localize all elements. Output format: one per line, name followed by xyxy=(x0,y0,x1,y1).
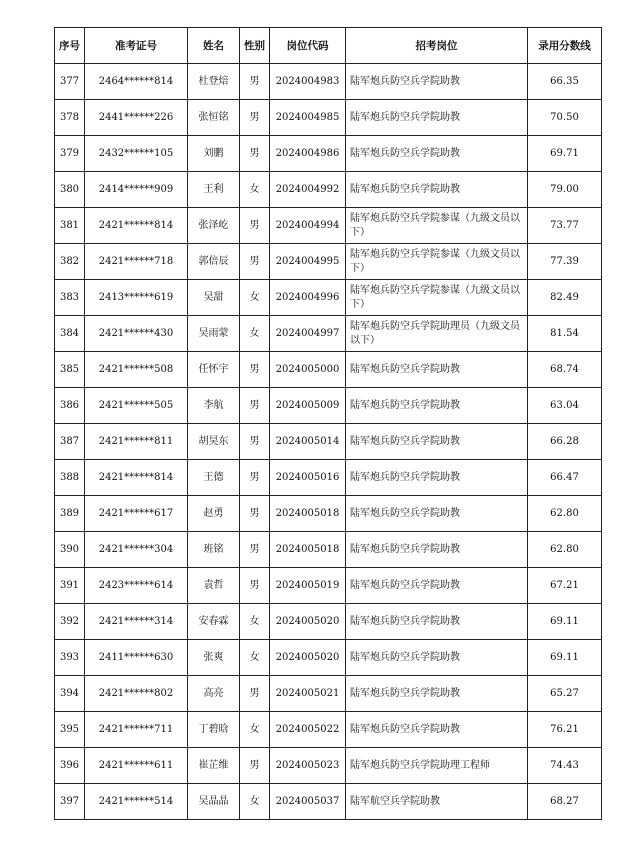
cell-post: 陆军炮兵防空兵学院助教 xyxy=(346,712,528,748)
table-row xyxy=(55,784,602,820)
cell-score: 81.54 xyxy=(528,316,602,352)
cell-post: 陆军炮兵防空兵学院助教 xyxy=(346,676,528,712)
cell-post: 陆军炮兵防空兵学院助理工程师 xyxy=(346,748,528,784)
cell-exam-id: 2464******814 xyxy=(85,64,188,100)
cell-gender: 男 xyxy=(240,676,270,712)
table-row xyxy=(55,388,602,424)
cell-exam-id: 2421******718 xyxy=(85,244,188,280)
cell-exam-id: 2421******811 xyxy=(85,424,188,460)
cell-gender: 女 xyxy=(240,784,270,820)
cell-serial: 382 xyxy=(55,244,85,280)
cell-post: 陆军炮兵防空兵学院助教 xyxy=(346,172,528,208)
table-row xyxy=(55,532,602,568)
table-row xyxy=(55,64,602,100)
cell-serial: 395 xyxy=(55,712,85,748)
cell-exam-id: 2423******614 xyxy=(85,568,188,604)
cell-exam-id: 2421******617 xyxy=(85,496,188,532)
cell-score: 66.28 xyxy=(528,424,602,460)
header-gender: 性别 xyxy=(240,28,270,64)
cell-post-code: 2024004983 xyxy=(270,64,346,100)
cell-name: 袁哲 xyxy=(188,568,240,604)
cell-gender: 男 xyxy=(240,352,270,388)
cell-post-code: 2024005014 xyxy=(270,424,346,460)
cell-gender: 男 xyxy=(240,748,270,784)
cell-serial: 380 xyxy=(55,172,85,208)
cell-serial: 397 xyxy=(55,784,85,820)
cell-serial: 385 xyxy=(55,352,85,388)
cell-name: 王利 xyxy=(188,172,240,208)
cell-gender: 女 xyxy=(240,172,270,208)
cell-post-code: 2024005019 xyxy=(270,568,346,604)
table-row xyxy=(55,676,602,712)
cell-gender: 女 xyxy=(240,316,270,352)
cell-serial: 378 xyxy=(55,100,85,136)
cell-exam-id: 2421******711 xyxy=(85,712,188,748)
cell-post: 陆军炮兵防空兵学院助教 xyxy=(346,460,528,496)
cell-exam-id: 2421******508 xyxy=(85,352,188,388)
table-row xyxy=(55,460,602,496)
cell-name: 吴雨蒙 xyxy=(188,316,240,352)
cell-post-code: 2024005020 xyxy=(270,640,346,676)
cell-score: 67.21 xyxy=(528,568,602,604)
cell-post-code: 2024004995 xyxy=(270,244,346,280)
cell-gender: 男 xyxy=(240,208,270,244)
cell-name: 王德 xyxy=(188,460,240,496)
cell-post: 陆军炮兵防空兵学院助教 xyxy=(346,388,528,424)
cell-exam-id: 2414******909 xyxy=(85,172,188,208)
cell-post-code: 2024005020 xyxy=(270,604,346,640)
cell-serial: 383 xyxy=(55,280,85,316)
cell-score: 65.27 xyxy=(528,676,602,712)
cell-post: 陆军炮兵防空兵学院助教 xyxy=(346,568,528,604)
cell-post-code: 2024004992 xyxy=(270,172,346,208)
cell-post-code: 2024004994 xyxy=(270,208,346,244)
cell-post-code: 2024005022 xyxy=(270,712,346,748)
cell-post: 陆军炮兵防空兵学院助教 xyxy=(346,640,528,676)
cell-name: 高亮 xyxy=(188,676,240,712)
cell-exam-id: 2421******505 xyxy=(85,388,188,424)
cell-name: 丁碧晗 xyxy=(188,712,240,748)
cell-post-code: 2024005018 xyxy=(270,496,346,532)
cell-post-code: 2024005016 xyxy=(270,460,346,496)
cell-gender: 男 xyxy=(240,532,270,568)
cell-post-code: 2024005021 xyxy=(270,676,346,712)
cell-serial: 388 xyxy=(55,460,85,496)
cell-score: 69.11 xyxy=(528,604,602,640)
cell-serial: 392 xyxy=(55,604,85,640)
header-post-code: 岗位代码 xyxy=(270,28,346,64)
cell-gender: 女 xyxy=(240,640,270,676)
cell-post-code: 2024004996 xyxy=(270,280,346,316)
cell-score: 73.77 xyxy=(528,208,602,244)
cell-post-code: 2024005009 xyxy=(270,388,346,424)
cell-exam-id: 2441******226 xyxy=(85,100,188,136)
cell-post: 陆军炮兵防空兵学院助教 xyxy=(346,100,528,136)
cell-serial: 393 xyxy=(55,640,85,676)
cell-post: 陆军炮兵防空兵学院参谋（九级文员以下） xyxy=(346,208,528,244)
cell-score: 68.27 xyxy=(528,784,602,820)
cell-gender: 男 xyxy=(240,100,270,136)
table-row xyxy=(55,568,602,604)
cell-exam-id: 2421******314 xyxy=(85,604,188,640)
cell-exam-id: 2432******105 xyxy=(85,136,188,172)
cell-post-code: 2024005037 xyxy=(270,784,346,820)
cell-serial: 396 xyxy=(55,748,85,784)
cell-serial: 381 xyxy=(55,208,85,244)
cell-name: 杜登焙 xyxy=(188,64,240,100)
cell-exam-id: 2411******630 xyxy=(85,640,188,676)
table-row xyxy=(55,172,602,208)
cell-gender: 男 xyxy=(240,388,270,424)
cell-post-code: 2024005000 xyxy=(270,352,346,388)
cell-exam-id: 2421******814 xyxy=(85,460,188,496)
cell-name: 吴晶晶 xyxy=(188,784,240,820)
cell-post: 陆军炮兵防空兵学院助理员（九级文员以下） xyxy=(346,316,528,352)
cell-name: 吴甜 xyxy=(188,280,240,316)
cell-gender: 男 xyxy=(240,496,270,532)
table-row xyxy=(55,280,602,316)
cell-gender: 男 xyxy=(240,64,270,100)
table-row xyxy=(55,748,602,784)
cell-post-code: 2024005023 xyxy=(270,748,346,784)
cell-gender: 男 xyxy=(240,424,270,460)
cell-score: 69.11 xyxy=(528,640,602,676)
header-score: 录用分数线 xyxy=(528,28,602,64)
cell-score: 63.04 xyxy=(528,388,602,424)
results-table xyxy=(54,27,602,820)
cell-name: 任怀宇 xyxy=(188,352,240,388)
cell-gender: 男 xyxy=(240,244,270,280)
cell-exam-id: 2413******619 xyxy=(85,280,188,316)
header-exam-id: 准考证号 xyxy=(85,28,188,64)
cell-score: 77.39 xyxy=(528,244,602,280)
cell-serial: 377 xyxy=(55,64,85,100)
cell-score: 79.00 xyxy=(528,172,602,208)
cell-post: 陆军炮兵防空兵学院助教 xyxy=(346,604,528,640)
table-row xyxy=(55,136,602,172)
cell-gender: 女 xyxy=(240,712,270,748)
cell-serial: 390 xyxy=(55,532,85,568)
table-row xyxy=(55,424,602,460)
table-row xyxy=(55,496,602,532)
cell-serial: 384 xyxy=(55,316,85,352)
cell-name: 张爽 xyxy=(188,640,240,676)
cell-exam-id: 2421******304 xyxy=(85,532,188,568)
cell-post-code: 2024004986 xyxy=(270,136,346,172)
cell-exam-id: 2421******814 xyxy=(85,208,188,244)
header-row xyxy=(55,28,602,64)
cell-serial: 379 xyxy=(55,136,85,172)
cell-post-code: 2024004997 xyxy=(270,316,346,352)
cell-post: 陆军炮兵防空兵学院助教 xyxy=(346,424,528,460)
table-row xyxy=(55,640,602,676)
cell-gender: 男 xyxy=(240,568,270,604)
cell-gender: 男 xyxy=(240,136,270,172)
cell-post-code: 2024004985 xyxy=(270,100,346,136)
cell-exam-id: 2421******611 xyxy=(85,748,188,784)
cell-serial: 394 xyxy=(55,676,85,712)
cell-post: 陆军炮兵防空兵学院参谋（九级文员以下） xyxy=(346,244,528,280)
cell-post: 陆军炮兵防空兵学院参谋（九级文员以下） xyxy=(346,280,528,316)
cell-gender: 男 xyxy=(240,460,270,496)
cell-gender: 女 xyxy=(240,280,270,316)
cell-exam-id: 2421******802 xyxy=(85,676,188,712)
table-row xyxy=(55,352,602,388)
cell-name: 崔芷维 xyxy=(188,748,240,784)
table-row xyxy=(55,244,602,280)
cell-name: 班铭 xyxy=(188,532,240,568)
header-name: 姓名 xyxy=(188,28,240,64)
cell-post: 陆军炮兵防空兵学院助教 xyxy=(346,136,528,172)
cell-name: 张泽屹 xyxy=(188,208,240,244)
cell-score: 66.35 xyxy=(528,64,602,100)
cell-post: 陆军炮兵防空兵学院助教 xyxy=(346,64,528,100)
table-row xyxy=(55,604,602,640)
cell-serial: 391 xyxy=(55,568,85,604)
cell-post: 陆军炮兵防空兵学院助教 xyxy=(346,496,528,532)
cell-exam-id: 2421******430 xyxy=(85,316,188,352)
cell-score: 62.80 xyxy=(528,532,602,568)
table-row xyxy=(55,712,602,748)
header-serial: 序号 xyxy=(55,28,85,64)
cell-score: 68.74 xyxy=(528,352,602,388)
cell-post: 陆军炮兵防空兵学院助教 xyxy=(346,532,528,568)
table-row xyxy=(55,208,602,244)
cell-exam-id: 2421******514 xyxy=(85,784,188,820)
cell-post-code: 2024005018 xyxy=(270,532,346,568)
cell-serial: 386 xyxy=(55,388,85,424)
cell-name: 胡昊东 xyxy=(188,424,240,460)
cell-score: 69.71 xyxy=(528,136,602,172)
cell-name: 安春霖 xyxy=(188,604,240,640)
cell-score: 82.49 xyxy=(528,280,602,316)
table-row xyxy=(55,100,602,136)
cell-post: 陆军航空兵学院助教 xyxy=(346,784,528,820)
cell-score: 62.80 xyxy=(528,496,602,532)
cell-name: 郭倍辰 xyxy=(188,244,240,280)
cell-post: 陆军炮兵防空兵学院助教 xyxy=(346,352,528,388)
cell-score: 66.47 xyxy=(528,460,602,496)
cell-gender: 女 xyxy=(240,604,270,640)
table-row xyxy=(55,316,602,352)
cell-name: 刘鹏 xyxy=(188,136,240,172)
cell-score: 70.50 xyxy=(528,100,602,136)
cell-name: 赵勇 xyxy=(188,496,240,532)
cell-score: 76.21 xyxy=(528,712,602,748)
cell-name: 张恒铭 xyxy=(188,100,240,136)
cell-name: 李航 xyxy=(188,388,240,424)
cell-serial: 387 xyxy=(55,424,85,460)
header-post: 招考岗位 xyxy=(346,28,528,64)
cell-serial: 389 xyxy=(55,496,85,532)
cell-score: 74.43 xyxy=(528,748,602,784)
